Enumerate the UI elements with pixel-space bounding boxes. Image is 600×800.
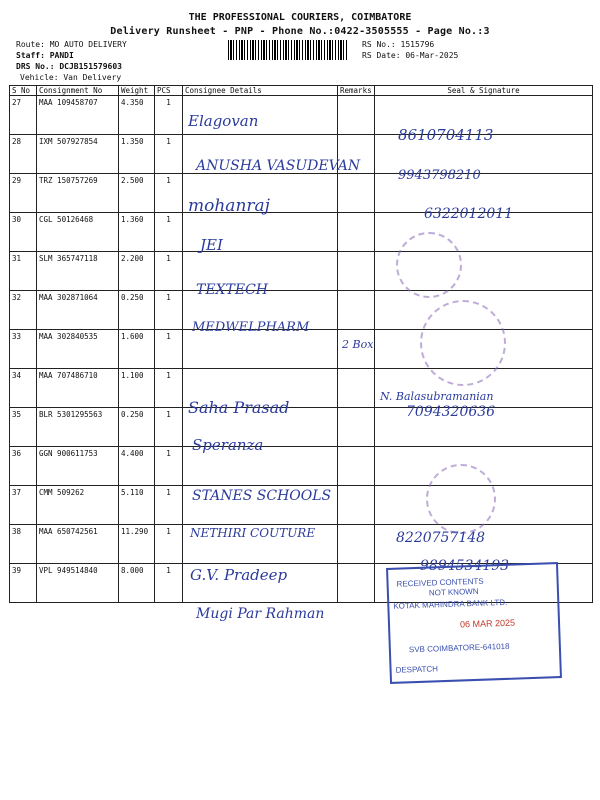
- cell-weight: 1.100: [119, 369, 155, 408]
- col-seal: Seal & Signature: [375, 86, 593, 96]
- cell-remarks: [338, 252, 375, 291]
- cell-weight: 11.290: [119, 525, 155, 564]
- cell-remarks: [338, 291, 375, 330]
- cell-weight: 0.250: [119, 291, 155, 330]
- table-header-row: [10, 86, 593, 96]
- handwritten-phone: 9943798210: [398, 168, 481, 183]
- cell-consignment: MAA 302871064: [37, 291, 119, 330]
- cell-pcs: 1: [155, 330, 183, 369]
- cell-pcs: 1: [155, 486, 183, 525]
- handwritten-consignee: MEDWELPHARM: [192, 320, 310, 335]
- table-row: [10, 408, 593, 447]
- table-row: [10, 369, 593, 408]
- cell-pcs: 1: [155, 447, 183, 486]
- handwritten-phone: 7094320636: [406, 404, 496, 420]
- received-stamp: [386, 562, 562, 684]
- cell-sno: 30: [10, 213, 37, 252]
- cell-pcs: 1: [155, 135, 183, 174]
- handwritten-phone: 6322012011: [424, 206, 514, 222]
- cell-sno: 27: [10, 96, 37, 135]
- cell-consignment: CMM 509262: [37, 486, 119, 525]
- cell-weight: 8.000: [119, 564, 155, 603]
- vehicle-label: Vehicle: Van Delivery: [20, 73, 122, 82]
- cell-consignment: MAA 650742561: [37, 525, 119, 564]
- handwritten-consignee: Mugi Par Rahman: [196, 606, 325, 622]
- cell-pcs: 1: [155, 213, 183, 252]
- col-consignee: Consignee Details: [183, 86, 338, 96]
- handwritten-consignee: mohanraj: [188, 196, 270, 216]
- cell-remarks: [338, 408, 375, 447]
- stamp-line: DESPATCH: [395, 664, 439, 675]
- cell-weight: 2.200: [119, 252, 155, 291]
- cell-sno: 38: [10, 525, 37, 564]
- cell-consignment: MAA 109458707: [37, 96, 119, 135]
- col-consignment: Consignment No: [37, 86, 119, 96]
- cell-sno: 29: [10, 174, 37, 213]
- stamp-line: NOT KNOWN: [428, 586, 479, 598]
- staff-label: Staff: PANDI: [16, 51, 74, 60]
- cell-weight: 5.110: [119, 486, 155, 525]
- cell-remarks: [338, 174, 375, 213]
- handwritten-consignee: TEXTECH: [196, 282, 269, 298]
- cell-sno: 33: [10, 330, 37, 369]
- col-pcs: PCS: [155, 86, 183, 96]
- cell-consignment: SLM 365747118: [37, 252, 119, 291]
- cell-pcs: 1: [155, 252, 183, 291]
- stamp-date: 06 MAR 2025: [459, 617, 516, 630]
- handwritten-phone: 8610704113: [398, 126, 494, 144]
- cell-sno: 36: [10, 447, 37, 486]
- cell-remarks: [338, 486, 375, 525]
- handwritten-consignee: STANES SCHOOLS: [192, 488, 332, 504]
- cell-pcs: 1: [155, 174, 183, 213]
- handwritten-remark: 2 Box: [342, 338, 374, 351]
- cell-remarks: [338, 525, 375, 564]
- cell-remarks: [338, 213, 375, 252]
- cell-weight: 4.350: [119, 96, 155, 135]
- cell-consignment: VPL 949514840: [37, 564, 119, 603]
- cell-remarks: [338, 369, 375, 408]
- cell-sno: 32: [10, 291, 37, 330]
- handwritten-consignee: G.V. Pradeep: [190, 566, 288, 584]
- cell-remarks: [338, 447, 375, 486]
- seal-stamp: [396, 232, 462, 298]
- cell-consignment: TRZ 150757269: [37, 174, 119, 213]
- cell-consignment: IXM 507927854: [37, 135, 119, 174]
- cell-remarks: [338, 96, 375, 135]
- drs-label: DRS No.: DCJB151579603: [16, 62, 122, 71]
- cell-weight: 2.500: [119, 174, 155, 213]
- cell-pcs: 1: [155, 525, 183, 564]
- handwritten-name: N. Balasubramanian: [380, 390, 494, 403]
- table-row: [10, 96, 593, 135]
- stamp-line: KOTAK MAHINDRA BANK LTD.: [393, 597, 508, 611]
- handwritten-consignee: Speranza: [192, 436, 264, 454]
- cell-pcs: 1: [155, 564, 183, 603]
- stamp-line: SVB COIMBATORE-641018: [408, 641, 510, 655]
- col-remarks: Remarks: [338, 86, 375, 96]
- cell-pcs: 1: [155, 291, 183, 330]
- handwritten-consignee: Saha Prasad: [188, 398, 290, 417]
- cell-consignee: [183, 330, 338, 369]
- table-row: [10, 447, 593, 486]
- cell-weight: 4.400: [119, 447, 155, 486]
- runsheet-subtitle: Delivery Runsheet - PNP - Phone No.:0422-3505555 - Page No.:3: [110, 26, 490, 37]
- cell-remarks: [338, 564, 375, 603]
- col-weight: Weight: [119, 86, 155, 96]
- cell-weight: 1.350: [119, 135, 155, 174]
- cell-consignment: MAA 707486710: [37, 369, 119, 408]
- route-label: Route: MO AUTO DELIVERY: [16, 40, 127, 49]
- cell-weight: 1.360: [119, 213, 155, 252]
- cell-pcs: 1: [155, 96, 183, 135]
- cell-sno: 39: [10, 564, 37, 603]
- cell-weight: 1.600: [119, 330, 155, 369]
- cell-consignment: GGN 900611753: [37, 447, 119, 486]
- stamp-line: RECEIVED CONTENTS: [396, 576, 484, 589]
- cell-pcs: 1: [155, 369, 183, 408]
- cell-pcs: 1: [155, 408, 183, 447]
- handwritten-consignee: Elagovan: [188, 112, 259, 130]
- cell-consignment: BLR 5301295563: [37, 408, 119, 447]
- cell-sno: 28: [10, 135, 37, 174]
- cell-sno: 37: [10, 486, 37, 525]
- barcode: [228, 40, 348, 60]
- handwritten-consignee: JEI: [200, 236, 223, 254]
- cell-consignment: MAA 302840535: [37, 330, 119, 369]
- cell-sno: 35: [10, 408, 37, 447]
- cell-consignment: CGL 50126468: [37, 213, 119, 252]
- handwritten-consignee: NETHIRI COUTURE: [190, 526, 316, 540]
- rs-number: RS No.: 1515796: [362, 40, 435, 49]
- cell-sno: 34: [10, 369, 37, 408]
- handwritten-phone: 9894534193: [420, 558, 510, 574]
- col-sno: S No: [10, 86, 37, 96]
- cell-sno: 31: [10, 252, 37, 291]
- seal-stamp: [420, 300, 506, 386]
- handwritten-phone: 8220757148: [396, 530, 486, 546]
- cell-weight: 0.250: [119, 408, 155, 447]
- page-title: THE PROFESSIONAL COURIERS, COIMBATORE: [188, 12, 412, 23]
- seal-stamp: [426, 464, 496, 534]
- table-row: [10, 252, 593, 291]
- handwritten-consignee: ANUSHA VASUDEVAN: [196, 158, 361, 174]
- rs-date: RS Date: 06-Mar-2025: [362, 51, 459, 60]
